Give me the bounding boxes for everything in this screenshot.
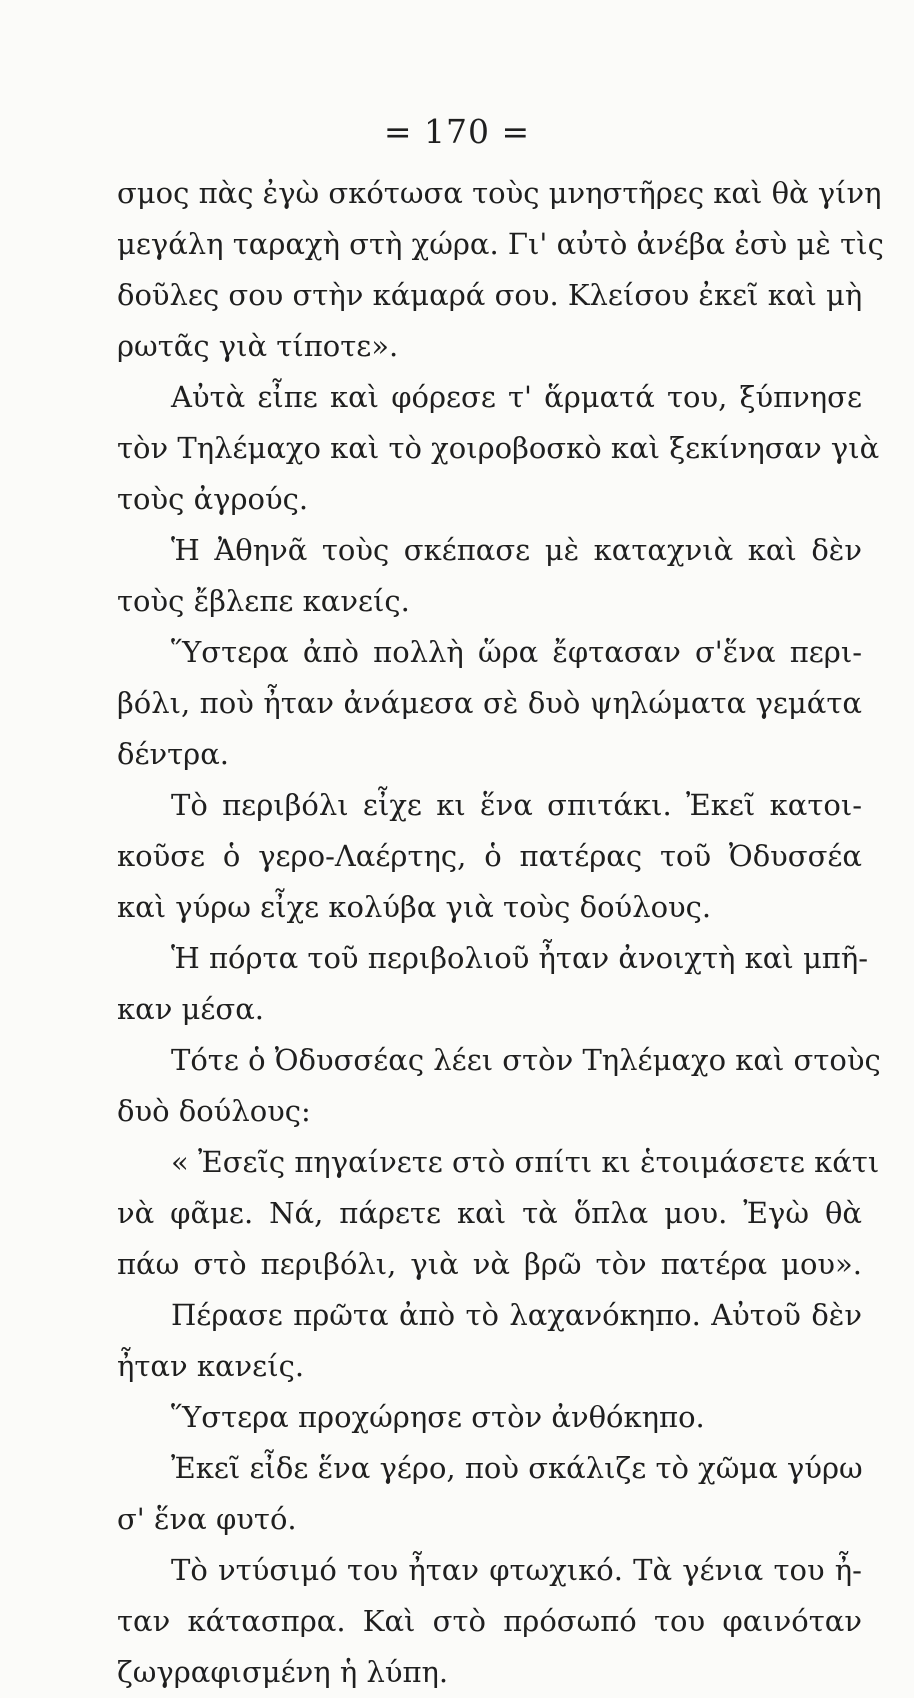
- text-line: Τὸ ντύσιμό του ἦταν φτωχικό. Τὰ γένια του ἦ-: [171, 1553, 862, 1587]
- text-line: καὶ γύρω εἶχε κολύβα γιὰ τοὺς δούλους.: [117, 890, 712, 924]
- text-line: Τὸ περιβόλι εἶχε κι ἕνα σπιτάκι. Ἐκεῖ κατοι-: [171, 788, 862, 822]
- text-line: ἦταν κανείς.: [117, 1349, 305, 1383]
- text-line: Ὕστερα ἀπὸ πολλὴ ὥρα ἔφτασαν σ'ἕνα περι-: [171, 635, 862, 669]
- text-line: δέντρα.: [117, 737, 230, 771]
- text-line: καν μέσα.: [117, 992, 265, 1026]
- text-line: δυὸ δούλους:: [117, 1094, 311, 1128]
- text-line: νὰ φᾶμε. Νά, πάρετε καὶ τὰ ὅπλα μου. Ἐγὼ θὰ: [117, 1196, 862, 1230]
- text-line: σ' ἕνα φυτό.: [117, 1502, 297, 1536]
- text-line: ρωτᾶς γιὰ τίποτε».: [117, 329, 399, 363]
- text-line: ζωγραφισμένη ἡ λύπη.: [117, 1655, 449, 1689]
- text-line: Αὐτὰ εἶπε καὶ φόρεσε τ' ἅρματά του, ξύπνησε: [171, 380, 862, 414]
- text-line: Ἡ πόρτα τοῦ περιβολιοῦ ἦταν ἀνοιχτὴ καὶ μπῆ-: [171, 941, 869, 975]
- text-line: ταν κάτασπρα. Καὶ στὸ πρόσωπό του φαινόταν: [117, 1604, 862, 1638]
- text-body: [117, 168, 884, 1698]
- text-line: « Ἐσεῖς πηγαίνετε στὸ σπίτι κι ἑτοιμάσετε κάτι: [171, 1145, 880, 1179]
- text-line: Ὕστερα προχώρησε στὸν ἀνθόκηπο.: [171, 1400, 705, 1434]
- page-number: = 170 =: [383, 112, 531, 151]
- text-line: τὸν Τηλέμαχο καὶ τὸ χοιροβοσκὸ καὶ ξεκίνησαν γιὰ: [117, 431, 880, 465]
- text-line: τοὺς ἀγρούς.: [117, 482, 309, 516]
- text-line: μεγάλη ταραχὴ στὴ χώρα. Γι' αὐτὸ ἀνέβα ἐσὺ μὲ τὶς: [117, 227, 884, 261]
- text-line: κοῦσε ὁ γερο-Λαέρτης, ὁ πατέρας τοῦ Ὀδυσσέα: [117, 839, 862, 873]
- text-line: Τότε ὁ Ὀδυσσέας λέει στὸν Τηλέμαχο καὶ στοὺς: [171, 1043, 881, 1077]
- text-line: σμος πὰς ἐγὼ σκότωσα τοὺς μνηστῆρες καὶ θὰ γίνη: [117, 176, 882, 210]
- text-line: βόλι, ποὺ ἦταν ἀνάμεσα σὲ δυὸ ψηλώματα γεμάτα: [117, 686, 862, 720]
- text-line: Ἡ Ἀθηνᾶ τοὺς σκέπασε μὲ καταχνιὰ καὶ δὲν: [171, 533, 862, 567]
- text-line: δοῦλες σου στὴν κάμαρά σου. Κλείσου ἐκεῖ καὶ μὴ: [117, 278, 863, 312]
- text-line: Πέρασε πρῶτα ἀπὸ τὸ λαχανόκηπο. Αὐτοῦ δὲν: [171, 1298, 862, 1332]
- text-line: πάω στὸ περιβόλι, γιὰ νὰ βρῶ τὸν πατέρα μου».: [117, 1247, 862, 1281]
- text-line: τοὺς ἔβλεπε κανείς.: [117, 584, 410, 618]
- text-line: Ἐκεῖ εἶδε ἕνα γέρο, ποὺ σκάλιζε τὸ χῶμα γύρω: [171, 1451, 863, 1485]
